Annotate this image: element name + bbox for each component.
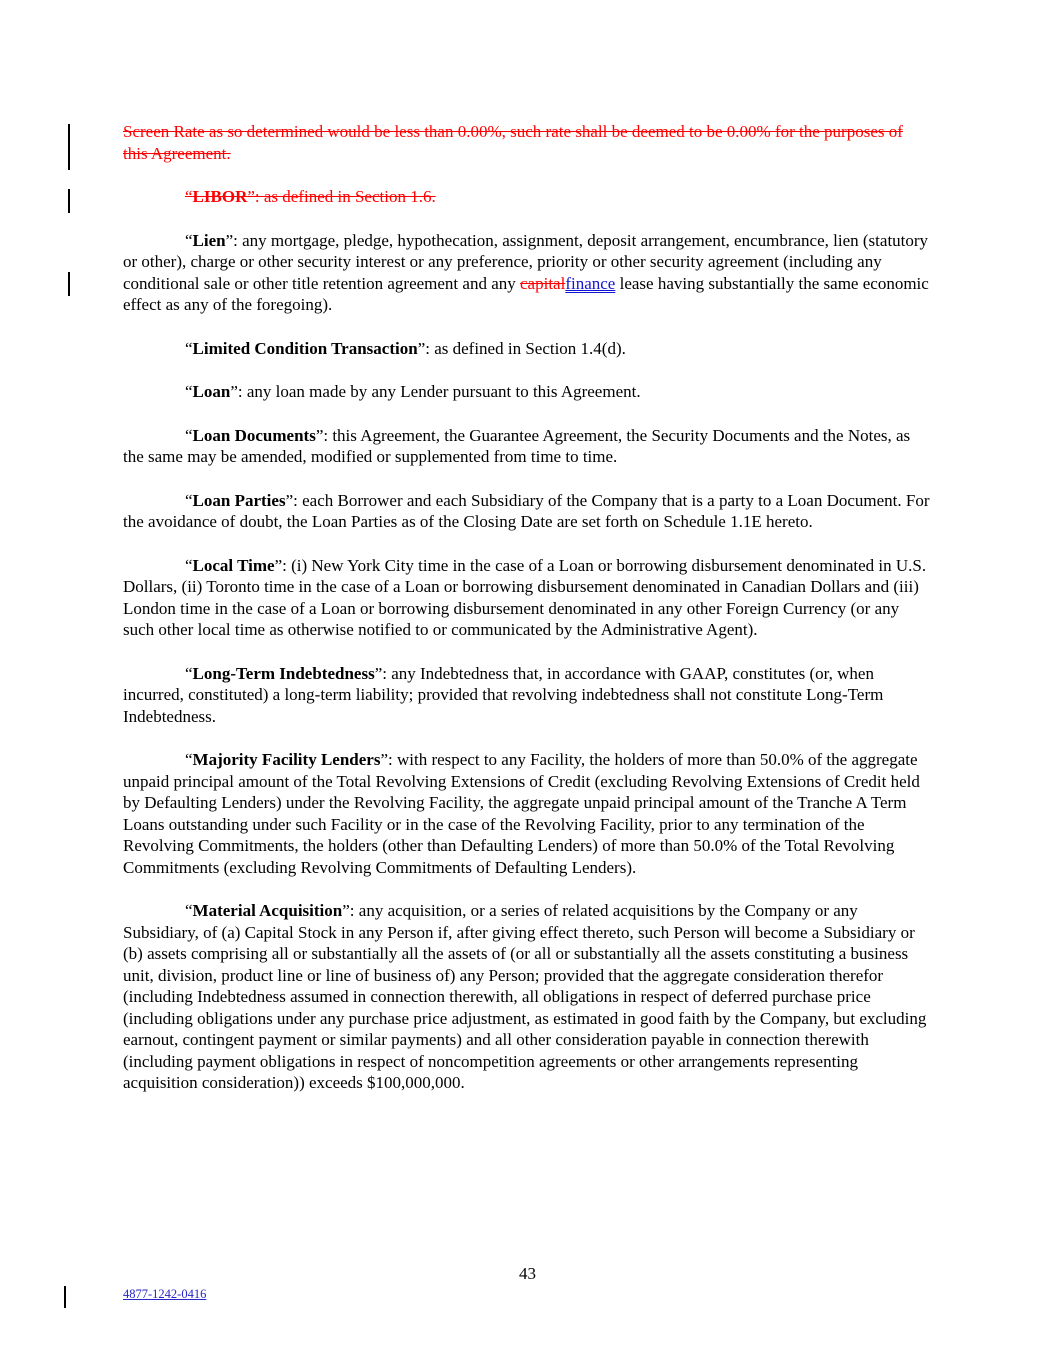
- paragraph-definition-loan: [123, 381, 931, 403]
- text-run-bold: Long-Term Indebtedness: [192, 663, 375, 683]
- paragraph-definition-loan-documents: [123, 425, 931, 468]
- paragraph-definition-lien: [123, 230, 931, 316]
- text-run-deleted: Screen Rate as so determined would be less than 0.00%, such rate shall be deemed to be 0.00% for the purposes of this Agreement.: [123, 122, 903, 163]
- text-run-deleted: “: [185, 187, 193, 206]
- revision-change-bar: [68, 272, 70, 296]
- text-run-bold: Loan: [192, 382, 231, 401]
- document-id-link[interactable]: 4877-1242-0416: [123, 1287, 207, 1301]
- paragraph-definition-long-term-indebtedness: [123, 663, 931, 728]
- document-body: [123, 121, 931, 1116]
- paragraph-definition-loan-parties: [123, 490, 931, 533]
- text-run-normal: “: [185, 750, 193, 769]
- paragraph-definition-material-acquisition: [123, 900, 931, 1094]
- text-run-normal: ”: this Agreement, the Guarantee Agreement, the Security Documents and the Notes, as the same may be amended, modified or supplemented from time to time.: [123, 425, 911, 466]
- revision-change-bar: [68, 189, 70, 213]
- revision-change-bar: [64, 1286, 66, 1308]
- text-run-bold: Material Acquisition: [192, 901, 343, 920]
- text-run-normal: ”: (i) New York City time in the case of a Loan or borrowing disbursement denominated in U.S. Dollars, (ii) Toronto time in the case of a Loan or borrowing disbursement denominated in Canadian Dollars and (iii) London time in the case of a Loan or borrowing disbursement denominated in any other Foreign Currency (or any such other local time as otherwise notified to or communicated by the Administrative Agent).: [123, 555, 927, 639]
- text-run-normal: ”: as defined in Section 1.4(d).: [417, 338, 626, 358]
- text-run-normal: “: [185, 555, 193, 575]
- text-run-deleted: ”: as defined in Section 1.6.: [247, 187, 436, 206]
- paragraph-definition-libor: [123, 186, 931, 208]
- text-run-normal: lease having substantially the same economic effect as any of the foregoing).: [123, 273, 929, 314]
- text-run-normal: “: [185, 382, 193, 401]
- text-run-bold: Lien: [192, 230, 226, 250]
- paragraph-screen-rate-continuation: [123, 121, 931, 164]
- text-run-normal: “: [185, 425, 193, 445]
- text-run-normal: ”: any acquisition, or a series of related acquisitions by the Company or any Subsidiary, of (a) Capital Stock in any Person if, after giving effect thereto, such Person will become a Subsidiary or (b) assets comprising all or substantially all the assets of (or all or substantially all the assets constituting a business unit, division, product line or line of business of) any Person; provided that the aggregate consideration therefor (including Indebtedness assumed in connection therewith, all obligations in respect of deferred purchase price (including obligations under any purchase price adjustment, as estimated in good faith by the Company, but excluding earnout, contingent payment or similar payments) and all other consideration payable in connection therewith (including payment obligations in respect of noncompetition agreements or other arrangements representing acquisition consideration)) exceeds $100,000,000.: [123, 901, 927, 1092]
- paragraph-definition-local-time: [123, 555, 931, 641]
- text-run-normal: ”: any Indebtedness that, in accordance with GAAP, constitutes (or, when incurred, constituted) a long-term liability; provided that revolving indebtedness shall not constitute Long-Term Indebtedness.: [123, 663, 884, 726]
- text-run-normal: ”: with respect to any Facility, the holders of more than 50.0% of the aggregate unpaid principal amount of the Total Revolving Extensions of Credit (excluding Revolving Extensions of Credit held by Defaulting Lenders) under the Revolving Facility, the aggregate unpaid principal amount of the Tranche A Term Loans outstanding under such Facility or in the case of the Revolving Facility, prior to any termination of the Revolving Commitments, the holders (other than Defaulting Lenders) of more than 50.0% of the Total Revolving Commitments (excluding Revolving Commitments of Defaulting Lenders).: [123, 750, 920, 877]
- text-run-normal: “: [185, 901, 193, 920]
- paragraph-definition-limited-condition-transaction: [123, 338, 931, 360]
- text-run-deleted: capital: [520, 273, 566, 293]
- text-run-normal: “: [185, 663, 193, 683]
- page-number: 43: [519, 1264, 536, 1283]
- text-run-deleted-bold: LIBOR: [192, 187, 248, 206]
- text-run-normal: “: [185, 490, 193, 510]
- text-run-bold: Limited Condition Transaction: [192, 338, 418, 358]
- text-run-bold: Loan Parties: [192, 490, 286, 510]
- text-run-normal: ”: each Borrower and each Subsidiary of the Company that is a party to a Loan Document. For the avoidance of doubt, the Loan Parties as of the Closing Date are set forth on Schedule 1.1E hereto.: [123, 490, 930, 531]
- text-run-normal: ”: any mortgage, pledge, hypothecation, assignment, deposit arrangement, encumbrance, lien (statutory or other), charge or other security interest or any preference, priority or other security agreement (including any conditional sale or other title retention agreement and any: [123, 230, 929, 293]
- text-run-bold: Local Time: [192, 555, 275, 575]
- text-run-normal: “: [185, 230, 193, 250]
- paragraph-definition-majority-facility-lenders: [123, 749, 931, 878]
- text-run-bold: Majority Facility Lenders: [192, 750, 381, 769]
- text-run-inserted: finance: [565, 273, 616, 293]
- text-run-bold: Loan Documents: [192, 425, 316, 445]
- text-run-normal: ”: any loan made by any Lender pursuant to this Agreement.: [230, 382, 641, 401]
- text-run-normal: “: [185, 338, 193, 358]
- revision-change-bar: [68, 124, 70, 170]
